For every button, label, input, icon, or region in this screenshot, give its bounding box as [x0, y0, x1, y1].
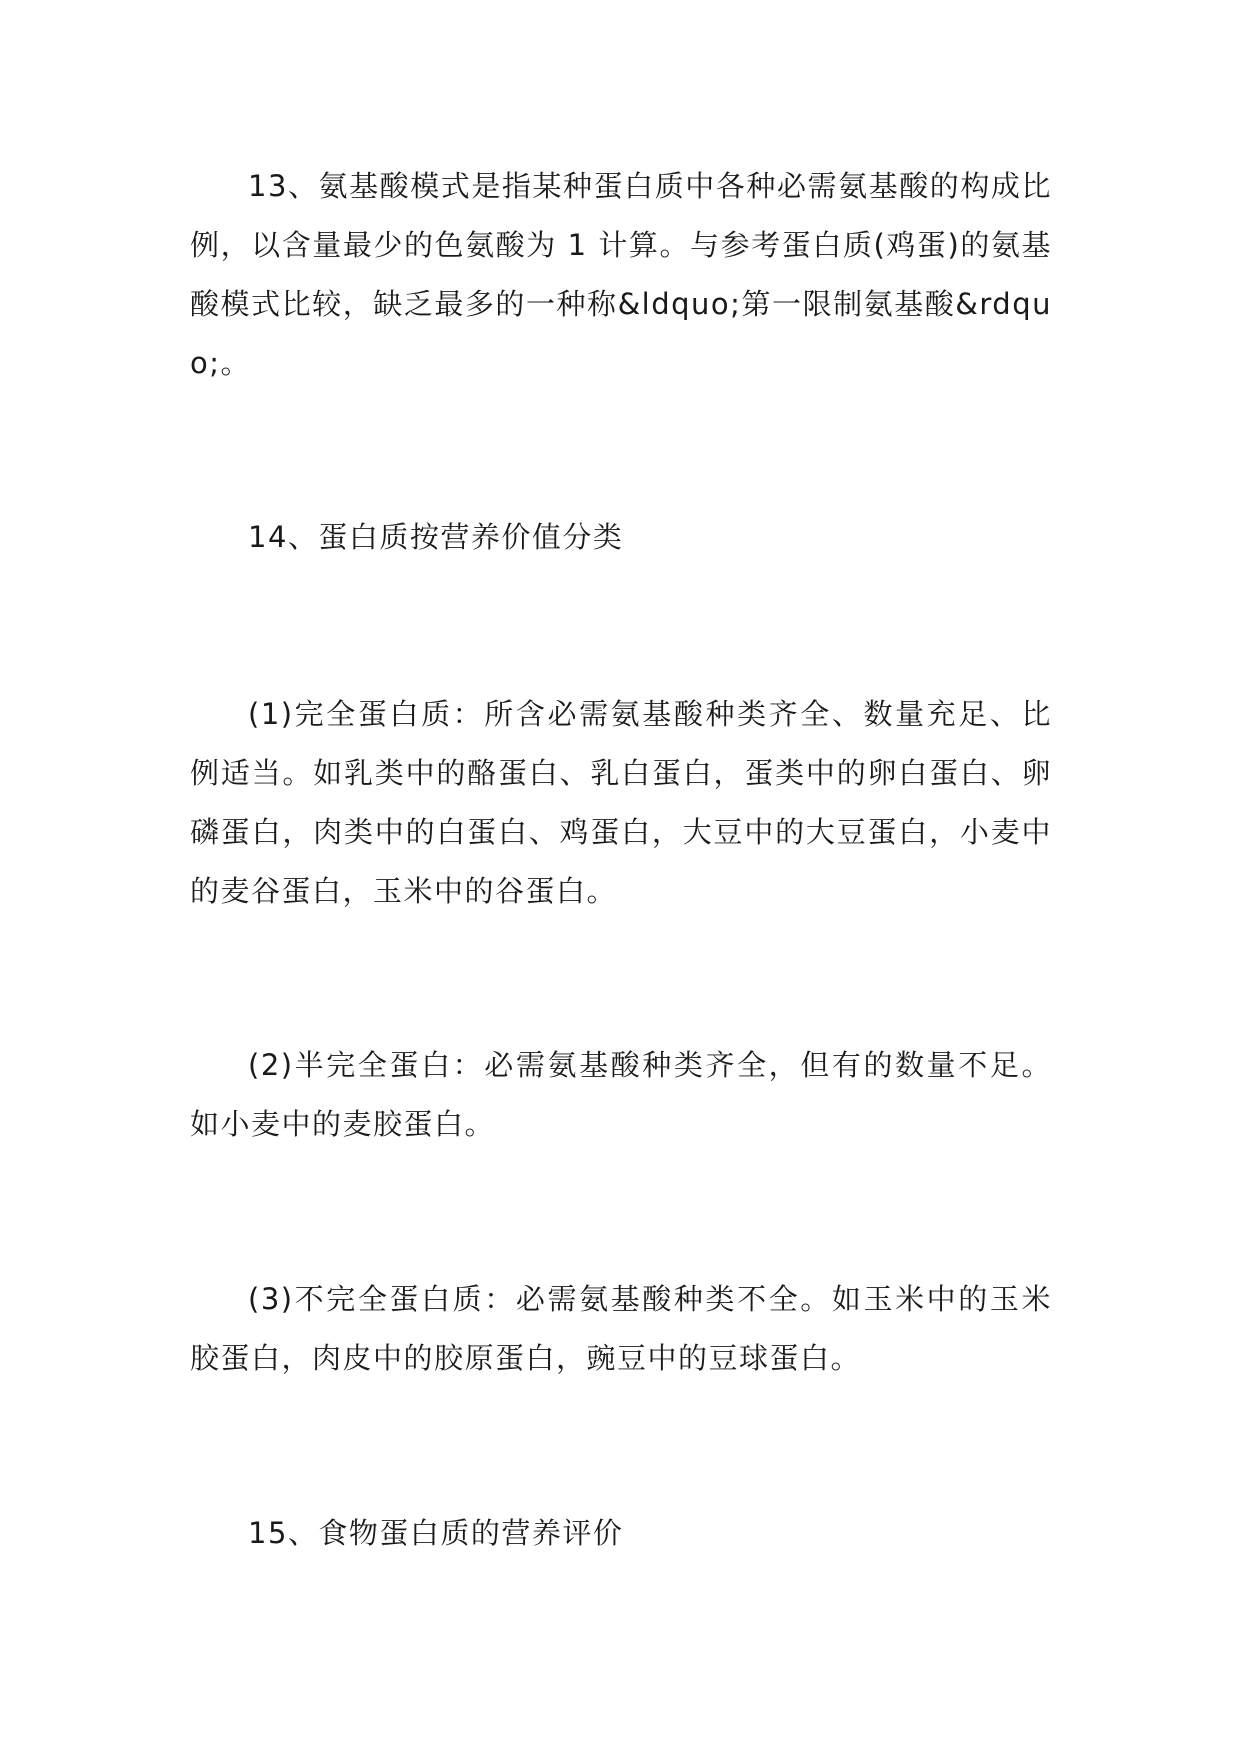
section-heading-14: 14、蛋白质按营养价值分类 — [248, 520, 624, 554]
paragraph-semi-complete-protein: (2)半完全蛋白：必需氨基酸种类齐全，但有的数量不足。如小麦中的麦胶蛋白。 — [190, 1048, 1052, 1141]
paragraph-incomplete-protein: (3)不完全蛋白质：必需氨基酸种类不全。如玉米中的玉米胶蛋白，肉皮中的胶原蛋白，豌豆中的豆球蛋白。 — [190, 1282, 1052, 1375]
paragraph-13-amino-acid-pattern: 13、氨基酸模式是指某种蛋白质中各种必需氨基酸的构成比例，以含量最少的色氨酸为 1 计算。与参考蛋白质(鸡蛋)的氨基酸模式比较，缺乏最多的一种称&ldquo;第一限制氨基酸&rdquo;。 — [190, 169, 1052, 380]
section-heading-15: 15、食物蛋白质的营养评价 — [248, 1516, 624, 1550]
paragraph-complete-protein: (1)完全蛋白质：所含必需氨基酸种类齐全、数量充足、比例适当。如乳类中的酪蛋白、乳白蛋白，蛋类中的卵白蛋白、卵磷蛋白，肉类中的白蛋白、鸡蛋白，大豆中的大豆蛋白，小麦中的麦谷蛋白，玉米中的谷蛋白。 — [190, 697, 1052, 908]
